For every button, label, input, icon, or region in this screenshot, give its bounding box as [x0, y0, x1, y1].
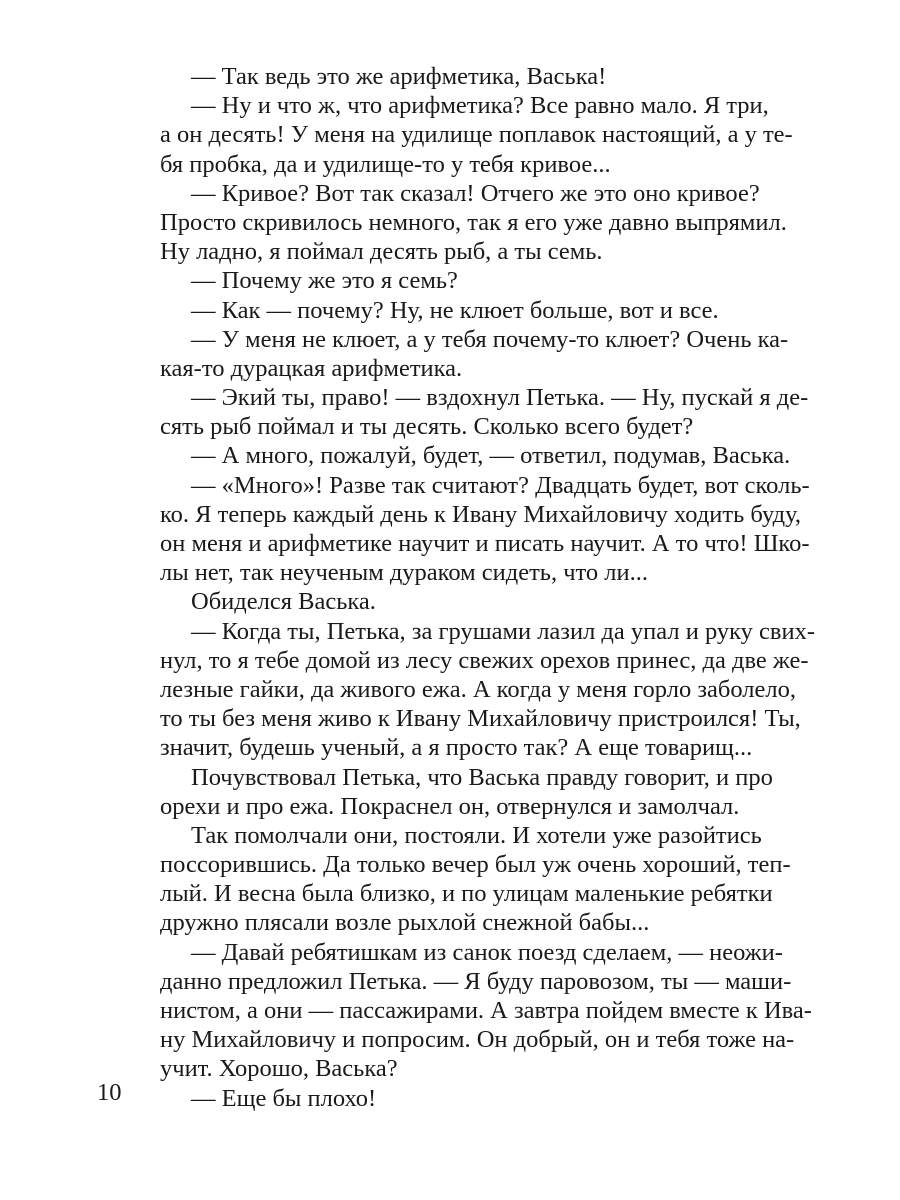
text-line: ко. Я теперь каждый день к Ивану Михайловичу ходить буду,	[160, 500, 802, 528]
text-line: Ну ладно, я поймал десять рыб, а ты семь.	[160, 238, 603, 266]
text-line: бя пробка, да и удилище-то у тебя кривое...	[160, 150, 611, 178]
text-line: сять рыб поймал и ты десять. Сколько всего будет?	[160, 413, 694, 441]
text-line: а он десять! У меня на удилище поплавок настоящий, а у те-	[160, 121, 793, 149]
text-line: учит. Хорошо, Васька?	[160, 1055, 398, 1083]
text-line: — Еще бы плохо!	[191, 1084, 377, 1112]
page-number: 10	[97, 1079, 122, 1106]
text-line: нистом, а они — пассажирами. А завтра пойдем вместе к Ива-	[160, 997, 812, 1024]
text-line: Так помолчали они, постояли. И хотели уже разойтись	[191, 821, 762, 849]
page-body-text	[160, 62, 816, 1113]
text-line: — Когда ты, Петька, за грушами лазил да упал и руку свих-	[191, 617, 816, 645]
text-line: дружно плясали возле рыхлой снежной бабы...	[160, 909, 650, 937]
text-line: Обиделся Васька.	[191, 588, 376, 616]
text-line: — Так ведь это же арифметика, Васька!	[191, 63, 607, 90]
text-line: он меня и арифметике научит и писать научит. А то что! Шко-	[160, 530, 810, 557]
text-line: данно предложил Петька. — Я буду паровозом, ты — маши-	[160, 967, 792, 995]
text-line: лый. И весна была близко, и по улицам маленькие ребятки	[160, 880, 773, 908]
text-line: значит, будешь ученый, а я просто так? А еще товарищ...	[160, 734, 753, 762]
text-line: лы нет, так неученым дураком сидеть, что ли...	[160, 559, 649, 587]
text-line: ну Михайловичу и попросим. Он добрый, он и тебя тоже на-	[160, 1026, 795, 1054]
text-line: — Кривое? Вот так сказал! Отчего же это оно кривое?	[191, 179, 760, 207]
text-line: орехи и про ежа. Покраснел он, отвернулся и замолчал.	[160, 792, 740, 820]
text-line: поссорившись. Да только вечер был уж очень хороший, теп-	[160, 851, 791, 879]
text-line: — Почему же это я семь?	[191, 267, 458, 295]
text-line: нул, то я тебе домой из лесу свежих орехов принес, да две же-	[160, 646, 809, 674]
text-line: — «Много»! Разве так считают? Двадцать будет, вот сколь-	[191, 471, 810, 499]
text-line: кая-то дурацкая арифметика.	[160, 354, 463, 382]
text-line: — Ну и что ж, что арифметика? Все равно мало. Я три,	[191, 92, 769, 120]
text-line: — Давай ребятишкам из санок поезд сделаем, — неожи-	[191, 938, 783, 966]
text-line: — А много, пожалуй, будет, — ответил, подумав, Васька.	[191, 442, 791, 470]
text-line: — У меня не клюет, а у тебя почему-то клюет? Очень ка-	[191, 325, 789, 353]
text-line: лезные гайки, да живого ежа. А когда у меня горло заболело,	[160, 675, 796, 703]
text-line: — Как — почему? Ну, не клюет больше, вот и все.	[191, 296, 719, 324]
text-line: Почувствовал Петька, что Васька правду говорит, и про	[191, 763, 773, 791]
text-line: — Экий ты, право! — вздохнул Петька. — Ну, пускай я де-	[191, 384, 809, 412]
text-line: Просто скривилось немного, так я его уже давно выпрямил.	[160, 208, 787, 236]
text-line: то ты без меня живо к Ивану Михайловичу пристроился! Ты,	[160, 705, 801, 733]
